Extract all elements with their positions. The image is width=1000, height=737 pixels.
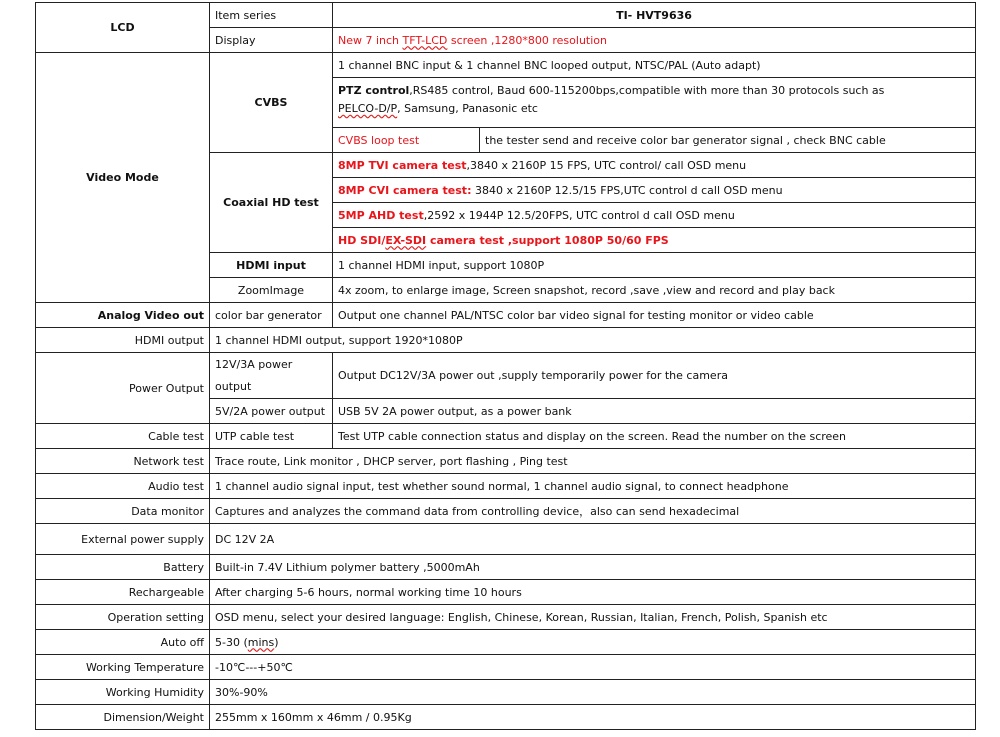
row-recharge — [36, 580, 976, 605]
row-cable — [36, 424, 976, 449]
row-cvbs-1 — [36, 53, 976, 78]
network-value: Trace route, Link monitor , DHCP server, port flashing , Ping test — [210, 449, 976, 474]
sdi-a: HD SDI/ — [338, 233, 386, 247]
ptz-value — [333, 78, 976, 128]
audio-label: Audio test — [36, 474, 210, 499]
analog-label: Analog Video out — [36, 303, 210, 328]
cvi-value — [333, 178, 976, 203]
hdmi-out-label: HDMI output — [36, 328, 210, 353]
work-hum-value: 30%-90% — [210, 680, 976, 705]
ext-power-value: DC 12V 2A — [210, 524, 976, 555]
sdi-value — [333, 228, 976, 253]
zoom-value: 4x zoom, to enlarge image, Screen snapshot, record ,save ,view and record and play back — [333, 278, 976, 303]
analog-sub: color bar generator — [210, 303, 333, 328]
row-network — [36, 449, 976, 474]
power-label: Power Output — [36, 353, 210, 424]
operation-value: OSD menu, select your desired language: English, Chinese, Korean, Russian, Italian, French, Polish, Spanish etc — [210, 605, 976, 630]
analog-value: Output one channel PAL/NTSC color bar video signal for testing monitor or video cable — [333, 303, 976, 328]
row-analog — [36, 303, 976, 328]
ahd-value — [333, 203, 976, 228]
row-power-12v — [36, 353, 976, 399]
row-operation — [36, 605, 976, 630]
hdmi-in-value: 1 channel HDMI input, support 1080P — [333, 253, 976, 278]
auto-off-mins: mins — [247, 635, 275, 649]
tvi-rest: ,3840 x 2160P 15 FPS, UTC control/ call OSD menu — [466, 158, 747, 172]
dimension-value: 255mm x 160mm x 46mm / 0.95Kg — [210, 705, 976, 730]
cvbs-label: CVBS — [210, 53, 333, 153]
video-mode-label: Video Mode — [36, 53, 210, 303]
data-monitor-label: Data monitor — [36, 499, 210, 524]
row-lcd-series — [36, 3, 976, 28]
lcd-label: LCD — [36, 3, 210, 53]
battery-label: Battery — [36, 555, 210, 580]
coax-label: Coaxial HD test — [210, 153, 333, 253]
power-12v-sub: 12V/3A power output — [210, 353, 333, 399]
row-auto-off — [36, 630, 976, 655]
display-value — [333, 28, 976, 53]
recharge-label: Rechargeable — [36, 580, 210, 605]
auto-off-label: Auto off — [36, 630, 210, 655]
sdi-c: camera test ,support 1080P 50/60 FPS — [426, 233, 669, 247]
cvbs-loop-value: the tester send and receive color bar generator signal , check BNC cable — [480, 128, 976, 153]
series-value: TI- HVT9636 — [333, 3, 976, 28]
row-dimension — [36, 705, 976, 730]
display-label: Display — [210, 28, 333, 53]
hdmi-in-label: HDMI input — [210, 253, 333, 278]
sdi-b: EX-SDI — [385, 233, 427, 247]
power-5v-sub: 5V/2A power output — [210, 399, 333, 424]
row-ext-power — [36, 524, 976, 555]
cvi-rest: 3840 x 2160P 12.5/15 FPS,UTC control d call OSD menu — [471, 183, 783, 197]
row-work-hum — [36, 680, 976, 705]
data-monitor-value: Captures and analyzes the command data from controlling device，also can send hexadecimal — [210, 499, 976, 524]
spec-table — [35, 2, 976, 730]
cvbs-input-value: 1 channel BNC input & 1 channel BNC looped output, NTSC/PAL (Auto adapt) — [333, 53, 976, 78]
work-temp-value: -10℃---+50℃ — [210, 655, 976, 680]
ahd-bold: 5MP AHD test — [338, 208, 424, 222]
row-audio — [36, 474, 976, 499]
ptz-brands: , Samsung, Panasonic etc — [397, 102, 538, 115]
tvi-value — [333, 153, 976, 178]
auto-off-c: ) — [274, 635, 279, 649]
recharge-value: After charging 5-6 hours, normal working time 10 hours — [210, 580, 976, 605]
ptz-pelco: PELCO-D/P — [338, 102, 398, 115]
audio-value: 1 channel audio signal input, test whether sound normal, 1 channel audio signal, to connect headphone — [210, 474, 976, 499]
series-label: Item series — [210, 3, 333, 28]
cable-value: Test UTP cable connection status and display on the screen. Read the number on the screen — [333, 424, 976, 449]
row-battery — [36, 555, 976, 580]
operation-label: Operation setting — [36, 605, 210, 630]
row-work-temp — [36, 655, 976, 680]
tvi-bold: 8MP TVI camera test — [338, 158, 467, 172]
zoom-label: ZoomImage — [210, 278, 333, 303]
display-value-rest: screen ,1280*800 resolution — [447, 33, 607, 47]
cable-label: Cable test — [36, 424, 210, 449]
ptz-rest: ,RS485 control, Baud 600-115200bps,compatible with more than 30 protocols such as — [409, 84, 885, 97]
ptz-bold: PTZ control — [338, 84, 410, 97]
power-5v-value: USB 5V 2A power output, as a power bank — [333, 399, 976, 424]
work-hum-label: Working Humidity — [36, 680, 210, 705]
display-value-part: New 7 inch — [338, 33, 403, 47]
row-data-monitor — [36, 499, 976, 524]
power-12v-value: Output DC12V/3A power out ,supply temporarily power for the camera — [333, 353, 976, 399]
ext-power-label: External power supply — [36, 524, 210, 555]
display-value-tft: TFT-LCD — [402, 33, 448, 47]
hdmi-out-value: 1 channel HDMI output, support 1920*1080P — [210, 328, 976, 353]
work-temp-label: Working Temperature — [36, 655, 210, 680]
battery-value: Built-in 7.4V Lithium polymer battery ,5000mAh — [210, 555, 976, 580]
network-label: Network test — [36, 449, 210, 474]
auto-off-value — [210, 630, 976, 655]
row-hdmi-out — [36, 328, 976, 353]
cable-sub: UTP cable test — [210, 424, 333, 449]
cvbs-loop-label: CVBS loop test — [333, 128, 480, 153]
cvi-bold: 8MP CVI camera test: — [338, 183, 472, 197]
ahd-rest: ,2592 x 1944P 12.5/20FPS, UTC control d call OSD menu — [423, 208, 735, 222]
dimension-label: Dimension/Weight — [36, 705, 210, 730]
auto-off-a: 5-30 ( — [215, 635, 248, 649]
